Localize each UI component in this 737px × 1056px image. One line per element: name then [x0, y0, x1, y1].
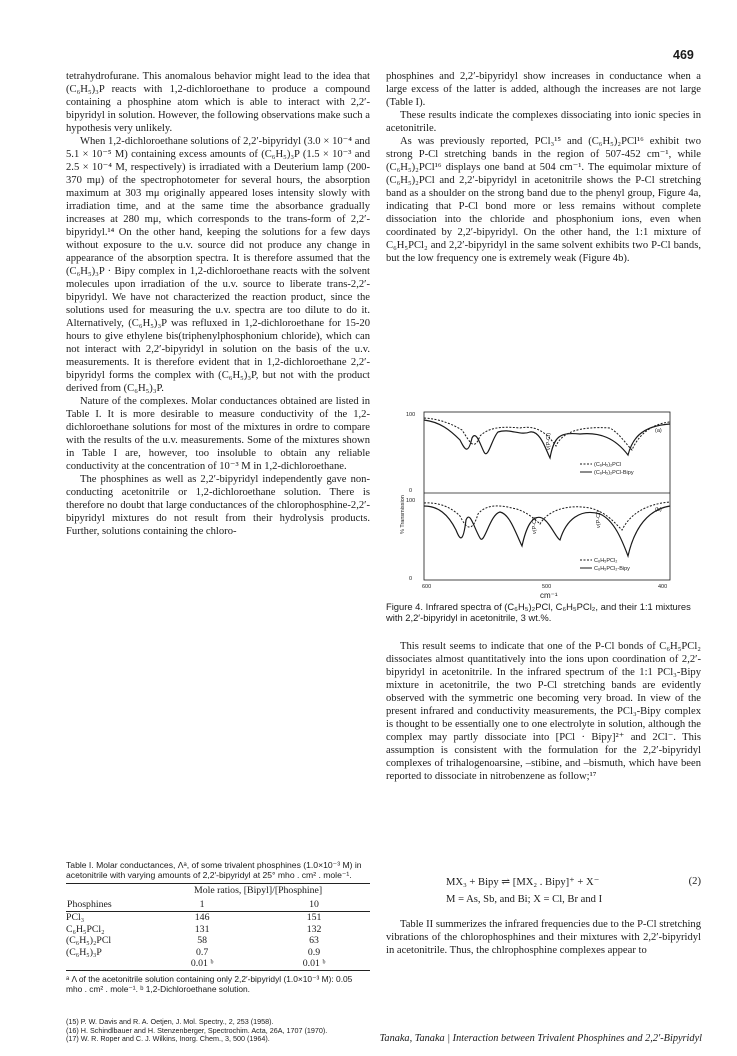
table-cell: 58: [197, 935, 208, 946]
conductance-table: [66, 883, 370, 971]
legend-entry: C₆H₅PCl₂-Bipy: [594, 566, 630, 572]
running-footer: Tanaka, Tanaka | Interaction between Trivalent Phosphines and 2,2′-Bipyridyl: [379, 1033, 702, 1044]
right-column-bottom: [386, 918, 701, 957]
table-cell: 63: [309, 935, 319, 946]
paragraph: The phosphines as well as 2,2′-bipyridyl independently gave non-conducting acetonitrile or 1,2-dichloroethane solution. There is therefore no doubt that large conductances of the chlorophosphine-2,2′-bipyridyl mixtures do not result from their hydrolysis products. Further, solutions containing the chloro-: [66, 474, 370, 537]
x-tick: 400: [658, 584, 668, 590]
paragraph: phosphines and 2,2′-bipyridyl show increases in conductance when a large excess of the latter is added, although the increases are not large (Table I).: [386, 71, 701, 108]
table-cell: 0.9: [307, 946, 321, 958]
ratio-1: 1: [199, 898, 205, 910]
legend-entry: (C₆H₅)₂PCl: [594, 462, 622, 468]
paragraph: As was previously reported, PCl₃¹⁵ and (C₆H₅)₂PCl¹⁶ exhibit two strong P-Cl stretching bands in the region of 507-452 cm⁻¹, while (C₆H₅)₂PCl¹⁶ displays one band at 504 cm⁻¹. The equimolar mixture of (C₆H₅)₂PCl and 2,2′-bipyridyl in acetonitrile shows the P-Cl stretching band as a shoulder on the strong band due to the phenyl group, Figure 4a, indicating that P-Cl bond more or less remains without complete dissociation into the chloride and phosphonium ions, even when coordinated by 2,2′-bipyridyl. On the other hand, the 1:1 mixture of C₆H₅PCl₂ and 2,2′-bipyridyl in the same solvent exhibits two P-Cl bands, but the low frequency one is extremely weak (Figure 4b).: [386, 136, 701, 264]
table-cell: 0.01 ᵇ: [302, 958, 326, 969]
paragraph: When 1,2-dichloroethane solutions of 2,2′-bipyridyl (3.0 × 10⁻⁴ and 5.1 × 10⁻⁵ M) containing excess amounts of (C₆H₅)₃P (1.5 × 10⁻³ and 2.5 × 10⁻⁴ M, respectively) is irradiated with a Deuterium lamp (200-370 mμ) of the spectrophotometer for several hours, the absorption maximum at 303 mμ originally appeared loses intensity slowly with irradiation time, and at the same time the absorbance gradually increases at 280 mμ, which corresponds to the trans-form of 2,2′-bipyridyl.¹⁴ On the other hand, keeping the solutions for a few days without exposure to the u.v. source did not produce any change in appearance of the absorption spectra. It is therefore assumed that the (C₆H₅)₃P · Bipy complex in 1,2-dichloroethane reacts with the solvent molecules upon irradiation of the u.v. source to liberate trans-2,2′-bipyridyl. We have not characterized the reaction product, since the solutions used for measuring the u.v. spectra are too dilute to do it. Alternatively, (C₆H₅)₃P was refluxed in 1,2-dichloroethane for 15-20 hours to give ethylene bis(triphenylphosphonium chloride), which can not interact with 2,2′-bipyridyl in solution on the basis of the u.v. measurements. It is therefore evident that in 1,2-dichloroethane 2,2′-bipyridyl forms the complex with (C₆H₅)₃P, but not with the product derived from (C₆H₅)₃P.: [66, 136, 370, 394]
table-cell: C₆H₅PCl₂: [66, 923, 105, 935]
right-column: [386, 70, 701, 265]
y-tick: 0: [409, 576, 413, 582]
paragraph: Table II summerizes the infrared frequencies due to the P-Cl stretching vibrations of the chlorophosphines and their mixtures with 2,2′-bipyridyl in acetonitrile. Thus, the chlrophosphine complexes appear to: [386, 919, 701, 956]
legend-entry: (C₆H₅)₂PCl-Bipy: [594, 470, 634, 476]
left-column: [66, 70, 370, 538]
equation-number: (2): [688, 876, 701, 887]
equation-line: MX₃ + Bipy ⇌ [MX₂ . Bipy]⁺ + X⁻: [446, 877, 600, 888]
paragraph: tetrahydrofurane. This anomalous behavior might lead to the idea that (C₆H₅)₃P reacts with 1,2-dichloroethane to produce a compound containing a phosphine atom which is able to interact with 2,2′-bipyridyl in solution. However, the following observations make such a hypothesis very unlikely.: [66, 71, 370, 134]
table-cell: 0.7: [196, 946, 209, 958]
reference: (15) P. W. Davis and R. A. Oetjen, J. Mol. Spectry., 2, 253 (1958).: [66, 1017, 274, 1026]
table-cell: 146: [194, 912, 210, 923]
reference: (17) W. R. Roper and C. J. Wilkins, Inorg. Chem., 3, 500 (1964).: [66, 1034, 270, 1044]
table-cell: 132: [306, 923, 322, 935]
x-axis-label: cm⁻¹: [540, 591, 558, 600]
spectrum-b-solid: [424, 506, 670, 556]
table-caption: Table I. Molar conductances, Λᵃ, of some trivalent phosphines (1.0×10⁻³ M) in acetonitrile with varying amounts of 2,2′-bipyridyl at 25° mho . cm² . mole⁻¹.: [66, 860, 362, 880]
figure-4-spectra: [400, 410, 700, 600]
table-cell: (C₆H₅)₃P: [66, 946, 102, 958]
paragraph: These results indicate the complexes dissociating into ionic species in acetonitrile.: [386, 110, 701, 134]
col-header-phosphines: Phosphines: [67, 898, 112, 910]
legend-entry: C₆H₅PCl₂: [594, 558, 618, 564]
band-label: ν(P-Cl): [546, 432, 552, 450]
band-label: ν(P-Cl): [596, 510, 602, 528]
paragraph: Nature of the complexes. Molar conductances obtained are listed in Table I. It is more desirable to measure conductivity of the 1,2-dichloroethane solutions for most of the mixtures in ordre to compare with the results of the u.v. measurements. Some of the mixtures shown in Table I are, however, too insoluble to obtain any reliable conductivity at the concentration of 10⁻³ M in 1,2-dichloroethane.: [66, 396, 370, 472]
equation-line: M = As, Sb, and Bi; X = Cl, Br and I: [446, 894, 603, 905]
figure-caption: Figure 4. Infrared spectra of (C₆H₅)₂PCl, C₆H₅PCl₂, and their 1:1 mixtures with 2,2′-bipyridyl in acetonitrile, 3 wt.%.: [386, 601, 691, 623]
table-cell: (C₆H₅)₂PCl: [66, 935, 112, 946]
table-cell: 0.01 ᵇ: [190, 958, 214, 969]
y-tick: 100: [406, 498, 416, 504]
table-cell: 131: [194, 923, 210, 935]
ir-spectra-plot: [400, 410, 700, 590]
y-tick: 100: [406, 412, 416, 418]
ratio-10: 10: [309, 898, 319, 910]
reference: (16) H. Schindlbauer and H. Stenzenberger, Spectrochim. Acta, 26A, 1707 (1970).: [66, 1025, 328, 1035]
col-header-ratios: Mole ratios, [Bipyl]/[Phosphine]: [194, 885, 323, 896]
right-column-lower: [386, 640, 701, 783]
table-cell: 151: [306, 912, 322, 923]
band-label: ν(P-Cl): [532, 516, 538, 534]
paragraph: This result seems to indicate that one of the P-Cl bonds of C₆H₅PCl₂ dissociates almost quantitatively into the ions upon coordination of 2,2′-bipyridyl in acetonitrile. In the infrared spectrum of the 1:1 PCl₃-Bipy mixture in acetonitrile, the two P-Cl stretching bands are evidently observed with the symmetric one becoming very broad. In view of the present infrared and conductivity measurements, the PCl₃-Bipy complex is thought to be essentially one to one electrolyte in solution, although the complex may partly dissociate into [PCl · Bipy]²⁺ and 2Cl⁻. This assumption is consistent with the formulation for the 2,2′-bipyridyl complexes of trihalogenoarsine, –stibine, and –bismuth, which have been reported to dissociate in nitrobenzene as follow;¹⁷: [386, 641, 701, 782]
x-tick: 500: [542, 584, 552, 590]
x-tick: 600: [422, 584, 432, 590]
table-cell: [66, 958, 146, 970]
page-number: 469: [673, 48, 694, 62]
spectrum-b-dashed: [424, 502, 670, 530]
panel-b-label: (b): [655, 507, 662, 513]
y-axis-label: % Transmission: [400, 495, 406, 534]
table-footnote: ᵃ Λ of the acetonitrile solution containing only 2,2′-bipyridyl (1.0×10⁻³ M): 0.05 mho . cm² . mole⁻¹. ᵇ 1,2-Dichloroethane solution.: [66, 973, 353, 994]
panel-a-label: (a): [655, 428, 662, 434]
table-1: [66, 860, 370, 994]
table-cell: PCl₃: [66, 912, 85, 923]
y-tick: 0: [409, 488, 413, 494]
